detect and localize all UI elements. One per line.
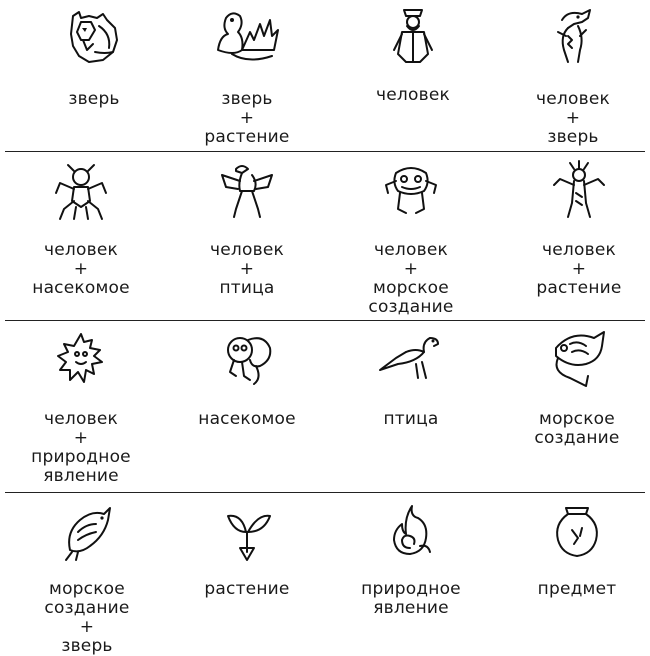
sea-creature-icon [542,328,612,390]
category-cell [496,500,650,599]
category-label: человек + морское создание [368,240,454,317]
human-beast-icon [538,6,608,68]
category-label: человек + птица [210,240,284,298]
row-divider [5,320,645,321]
category-cell [492,6,650,147]
category-cell [332,4,494,105]
category-label: человек [376,85,450,105]
category-cell [498,159,650,298]
category-label: человек + растение [536,240,622,298]
plant-icon [212,502,282,564]
category-cell [166,328,328,429]
category-cell [13,6,175,109]
row-divider [5,492,645,493]
category-label: человек + зверь [536,89,610,147]
beast-icon [59,6,129,68]
category-cell [166,161,328,298]
category-label: птица [383,409,439,429]
category-cell [496,328,650,448]
category-label: насекомое [198,409,296,429]
category-label: растение [204,579,290,599]
human-sea-creature-icon [376,161,446,223]
human-insect-icon [46,161,116,223]
category-cell [330,328,492,429]
category-cell [166,6,328,147]
category-label: морское создание + зверь [44,579,130,656]
category-cell [166,502,328,599]
insect-icon [212,328,282,390]
category-cell [0,161,162,298]
category-label: зверь + растение [204,89,290,147]
category-label: природное явление [361,579,461,618]
sea-creature-beast-icon [52,502,122,564]
category-label: человек + природное явление [31,409,131,486]
category-label: зверь [68,89,120,109]
category-label: морское создание [534,409,620,448]
category-cell [0,330,162,486]
human-icon [378,4,448,66]
row-divider [5,151,645,152]
natural-phenomenon-icon [376,502,446,564]
human-bird-icon [212,161,282,223]
category-label: предмет [537,579,617,599]
human-natural-phenomenon-icon [46,330,116,392]
human-plant-icon [544,159,614,221]
beast-plant-icon [212,6,282,68]
category-cell [330,502,492,618]
category-cell [330,161,492,317]
category-label: человек + насекомое [32,240,130,298]
category-cell [6,502,168,656]
bird-icon [376,328,446,390]
object-icon [542,500,612,562]
